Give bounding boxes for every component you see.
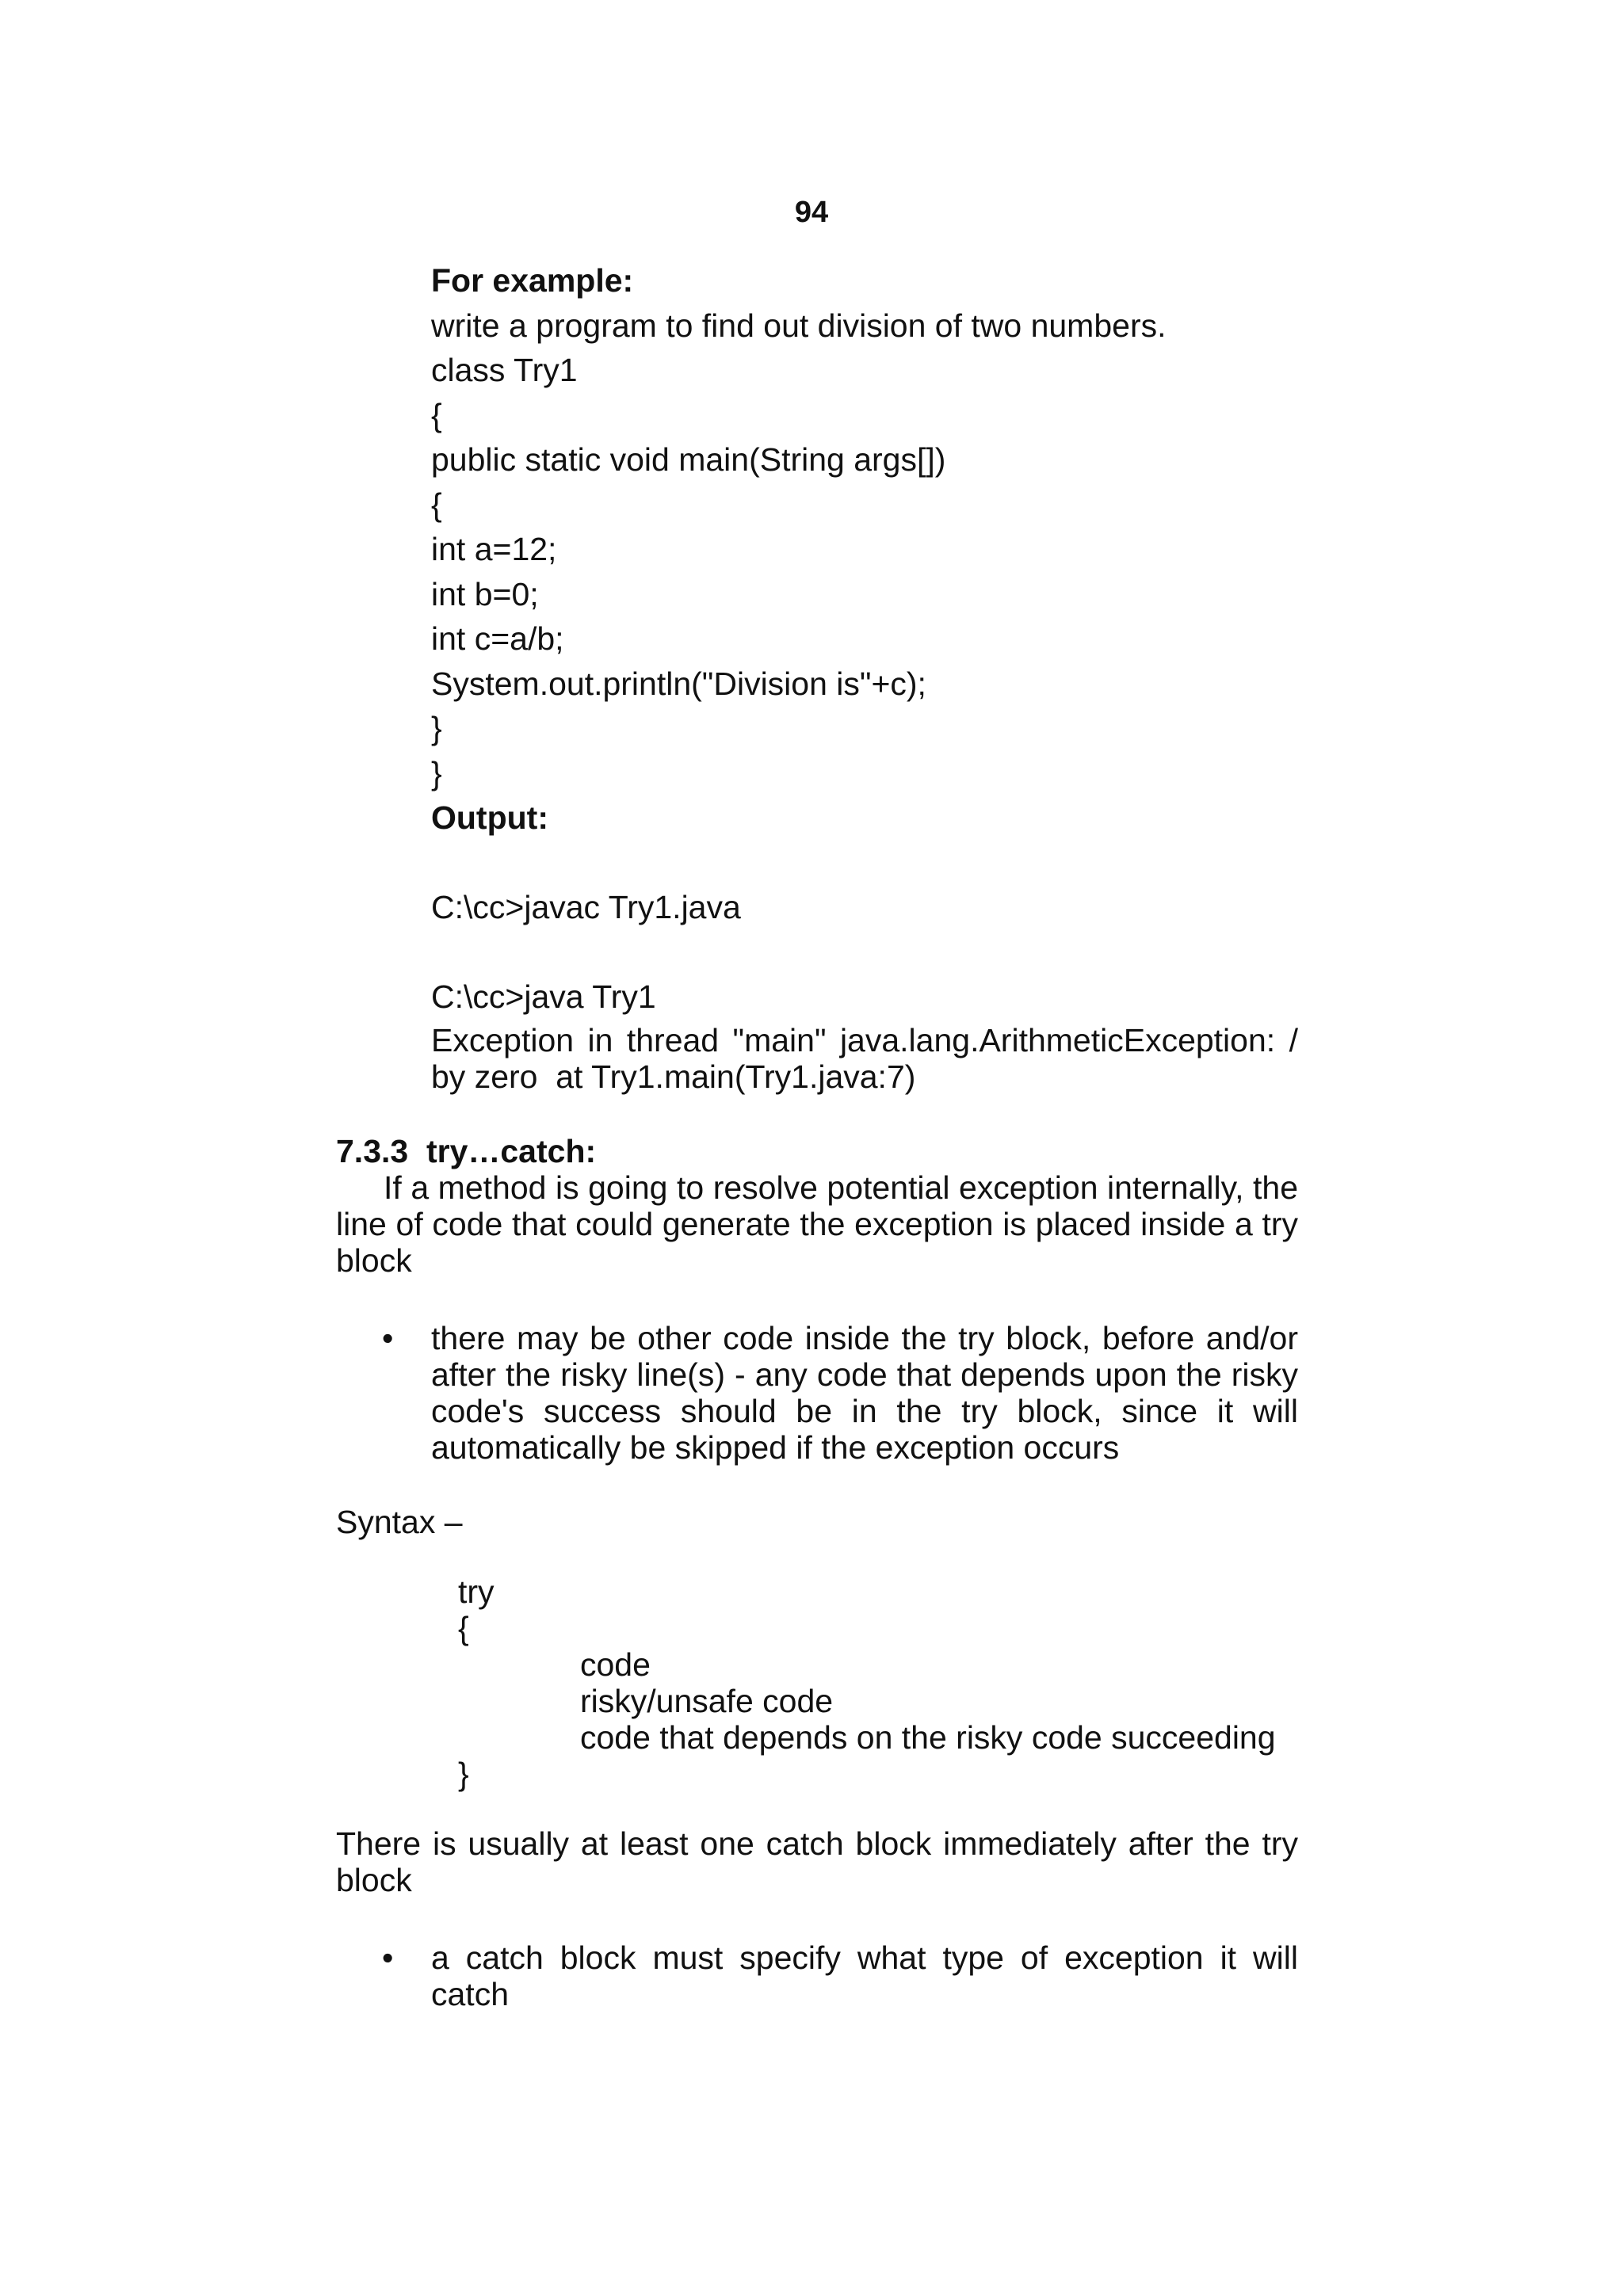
catch-paragraph: There is usually at least one catch block immediately after the try block [336,1825,1298,1898]
section-heading [336,1133,596,1169]
section-heading-text: 7.3.3 try…catch: [336,1133,597,1169]
code-line: write a program to find out division of two numbers. [431,307,1167,344]
bullet-icon: • [382,1320,394,1356]
bullet-text: a catch block must specify what type of exception it will catch [431,1939,1298,2012]
exception-line-2: by zero at Try1.main(Try1.java:7) [431,1058,916,1095]
code-line: int b=0; [431,575,539,612]
syntax-open-brace: { [458,1610,469,1646]
code-line: int a=12; [431,531,557,567]
bullet-text: there may be other code inside the try block, before and/or after the risky line(s) - any code that depends upon the risky code's success should be in the try block, since it will automatically be skipped if the exception occurs [431,1320,1298,1466]
output-heading: Output: [431,799,548,836]
syntax-line: code [580,1646,651,1683]
code-line: { [431,486,442,523]
code-line: int c=a/b; [431,620,564,657]
syntax-line: risky/unsafe code [580,1683,834,1719]
example-block [431,258,1303,1020]
intro-paragraph: If a method is going to resolve potential exception internally, the line of code that could generate the exception is placed inside a try block [336,1169,1298,1279]
example-heading: For example: [431,262,634,299]
code-line: } [431,710,442,746]
page-number: 94 [794,196,829,229]
compile-command: C:\cc>javac Try1.java [431,889,741,925]
syntax-label: Syntax – [336,1504,463,1540]
run-command: C:\cc>java Try1 [431,978,656,1015]
code-line: System.out.println("Division is"+c); [431,665,926,702]
code-line: } [431,754,442,791]
exception-line-1: Exception in thread "main" java.lang.ArithmeticException: / [431,1022,1298,1058]
blank-line [431,930,1303,975]
blank-line [431,841,1303,886]
bullet-icon: • [382,1939,394,1976]
code-line: { [431,396,442,433]
syntax-close-brace: } [458,1756,469,1792]
code-line: public static void main(String args[]) [431,441,946,478]
code-line: class Try1 [431,352,578,388]
syntax-try: try [458,1573,495,1610]
syntax-line: code that depends on the risky code succeeding [580,1719,1276,1756]
exception-output [431,1022,1298,1095]
